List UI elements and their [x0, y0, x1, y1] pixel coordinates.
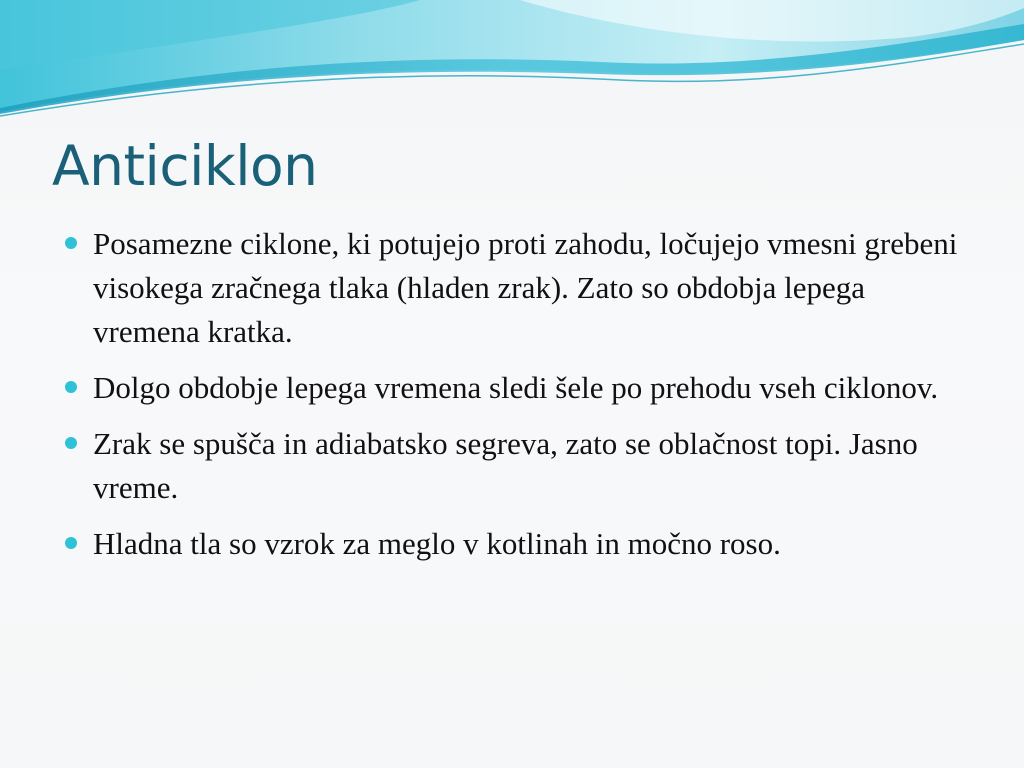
header-wave-decoration	[0, 0, 1024, 130]
bullet-text: Zrak se spušča in adiabatsko segreva, zato se oblačnost topi. Jasno vreme.	[93, 426, 918, 505]
bullet-dot-icon	[65, 237, 77, 249]
bullet-text: Hladna tla so vzrok za meglo v kotlinah in močno roso.	[93, 526, 781, 561]
bullet-item	[64, 366, 974, 410]
bullet-item	[64, 422, 974, 510]
bullet-dot-icon	[65, 437, 77, 449]
bullet-list	[64, 222, 974, 578]
bullet-text: Posamezne ciklone, ki potujejo proti zahodu, ločujejo vmesni grebeni visokega zračnega tlaka (hladen zrak). Zato so obdobja lepega vremena kratka.	[93, 226, 958, 349]
bullet-item	[64, 222, 974, 354]
bullet-text: Dolgo obdobje lepega vremena sledi šele po prehodu vseh ciklonov.	[93, 370, 939, 405]
bullet-dot-icon	[65, 381, 77, 393]
bullet-item	[64, 522, 974, 566]
bullet-dot-icon	[65, 537, 77, 549]
slide-title: Anticiklon	[52, 134, 318, 198]
